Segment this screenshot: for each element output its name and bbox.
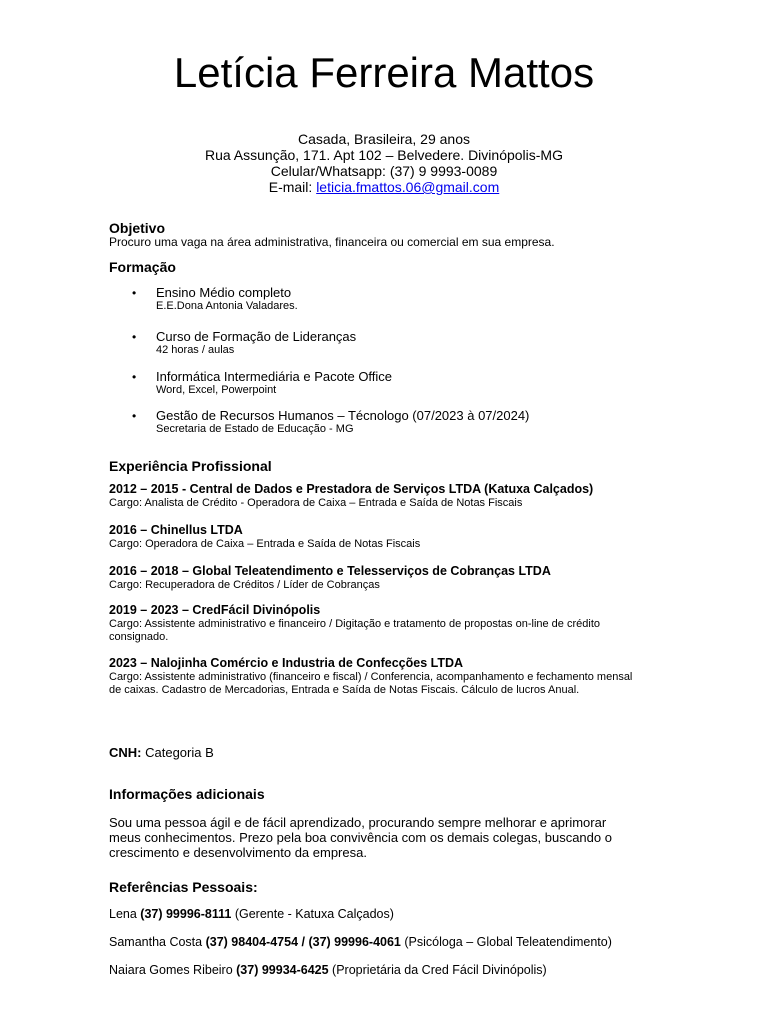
formacao-item-sub: 42 horas / aulas: [156, 344, 235, 356]
formacao-item: [156, 329, 716, 357]
job-cargo: Cargo: Assistente administrativo (financeiro e fiscal) / Conferencia, acompanhamento e fechamento mensal de caixas. Cadastro de Mercadorias, Entrada e Saída de Notas Fiscais. Cálculo de lucros Anual.: [109, 671, 633, 696]
reference-phone: (37) 99934-6425: [236, 963, 329, 977]
formacao-item: [156, 408, 716, 436]
bullet: •: [132, 409, 137, 423]
reference-note: (Psicóloga – Global Teleatendimento): [400, 935, 612, 949]
candidate-name: Letícia Ferreira Mattos: [173, 49, 595, 96]
job-title: 2012 – 2015 - Central de Dados e Prestadora de Serviços LTDA (Katuxa Calçados): [109, 482, 594, 496]
formacao-item-sub: Word, Excel, Powerpoint: [156, 384, 277, 396]
formacao-item-title: Informática Intermediária e Pacote Office: [156, 369, 393, 384]
reference-item: [109, 963, 749, 978]
job-title: 2023 – Nalojinha Comércio e Industria de Confecções LTDA: [109, 656, 464, 670]
cnh-line: [109, 745, 749, 761]
phone: Celular/Whatsapp: (37) 9 9993-0089: [270, 163, 498, 179]
reference-phone: (37) 98404-4754: [205, 935, 299, 949]
job-entry: [109, 603, 639, 644]
reference-item: [109, 907, 749, 922]
job-title: 2016 – Chinellus LTDA: [109, 523, 243, 537]
formacao-item: [156, 369, 716, 397]
reference-name: Naiara Gomes Ribeiro: [109, 963, 237, 977]
experiencia-heading: Experiência Profissional: [109, 458, 272, 474]
reference-separator: /: [298, 935, 309, 949]
reference-name: Samantha Costa: [109, 935, 206, 949]
bullet: •: [132, 286, 137, 300]
objetivo-text: Procuro uma vaga na área administrativa, financeira ou comercial em sua empresa.: [109, 235, 555, 249]
formacao-item-title: Curso de Formação de Lideranças: [156, 329, 357, 344]
cnh-label: CNH:: [109, 745, 142, 760]
job-cargo: Cargo: Operadora de Caixa – Entrada e Saída de Notas Fiscais: [109, 538, 421, 550]
email-line: [0, 179, 768, 195]
reference-item: [109, 935, 749, 950]
job-entry: [109, 564, 749, 592]
objetivo-heading: Objetivo: [109, 220, 166, 236]
formacao-item-title: Ensino Médio completo: [156, 285, 292, 300]
address: Rua Assunção, 171. Apt 102 – Belvedere. Divinópolis-MG: [205, 147, 563, 163]
job-entry: [109, 523, 749, 551]
formacao-item-title: Gestão de Recursos Humanos – Técnologo (07/2023 à 07/2024): [156, 408, 530, 423]
email-label: E-mail:: [268, 179, 317, 195]
formacao-item-sub: E.E.Dona Antonia Valadares.: [156, 300, 298, 312]
formacao-item-sub: Secretaria de Estado de Educação - MG: [156, 423, 354, 435]
reference-note: (Gerente - Katuxa Calçados): [231, 907, 394, 921]
job-cargo: Cargo: Analista de Crédito - Operadora de Caixa – Entrada e Saída de Notas Fiscais: [109, 497, 523, 509]
cnh-value: Categoria B: [141, 745, 214, 760]
job-cargo: Cargo: Assistente administrativo e financeiro / Digitação e tratamento de propostas on-line de crédito consignado.: [109, 618, 600, 643]
job-title: 2019 – 2023 – CredFácil Divinópolis: [109, 603, 321, 617]
reference-phone: (37) 99996-4061: [308, 935, 401, 949]
job-entry: [109, 656, 639, 697]
contact-block: [0, 131, 768, 195]
reference-note: (Proprietária da Cred Fácil Divinópolis): [328, 963, 547, 977]
info-heading: Informações adicionais: [109, 786, 265, 802]
personal-info: Casada, Brasileira, 29 anos: [298, 131, 470, 147]
bullet: •: [132, 370, 137, 384]
info-text: Sou uma pessoa ágil e de fácil aprendizado, procurando sempre melhorar e aprimorar meus conhecimentos. Prezo pela boa convivência com os demais colegas, buscando o crescimento e desenvolvimento da empresa.: [109, 815, 612, 860]
bullet: •: [132, 330, 137, 344]
referencias-heading: Referências Pessoais:: [109, 879, 258, 895]
reference-phone: (37) 99996-8111: [140, 907, 232, 921]
job-entry: [109, 482, 749, 510]
job-cargo: Cargo: Recuperadora de Créditos / Líder de Cobranças: [109, 579, 380, 591]
formacao-item: [156, 285, 716, 313]
job-title: 2016 – 2018 – Global Teleatendimento e Telesserviços de Cobranças LTDA: [109, 564, 551, 578]
reference-name: Lena: [109, 907, 141, 921]
formacao-heading: Formação: [109, 259, 176, 275]
email-link[interactable]: leticia.fmattos.06@gmail.com: [316, 179, 500, 195]
